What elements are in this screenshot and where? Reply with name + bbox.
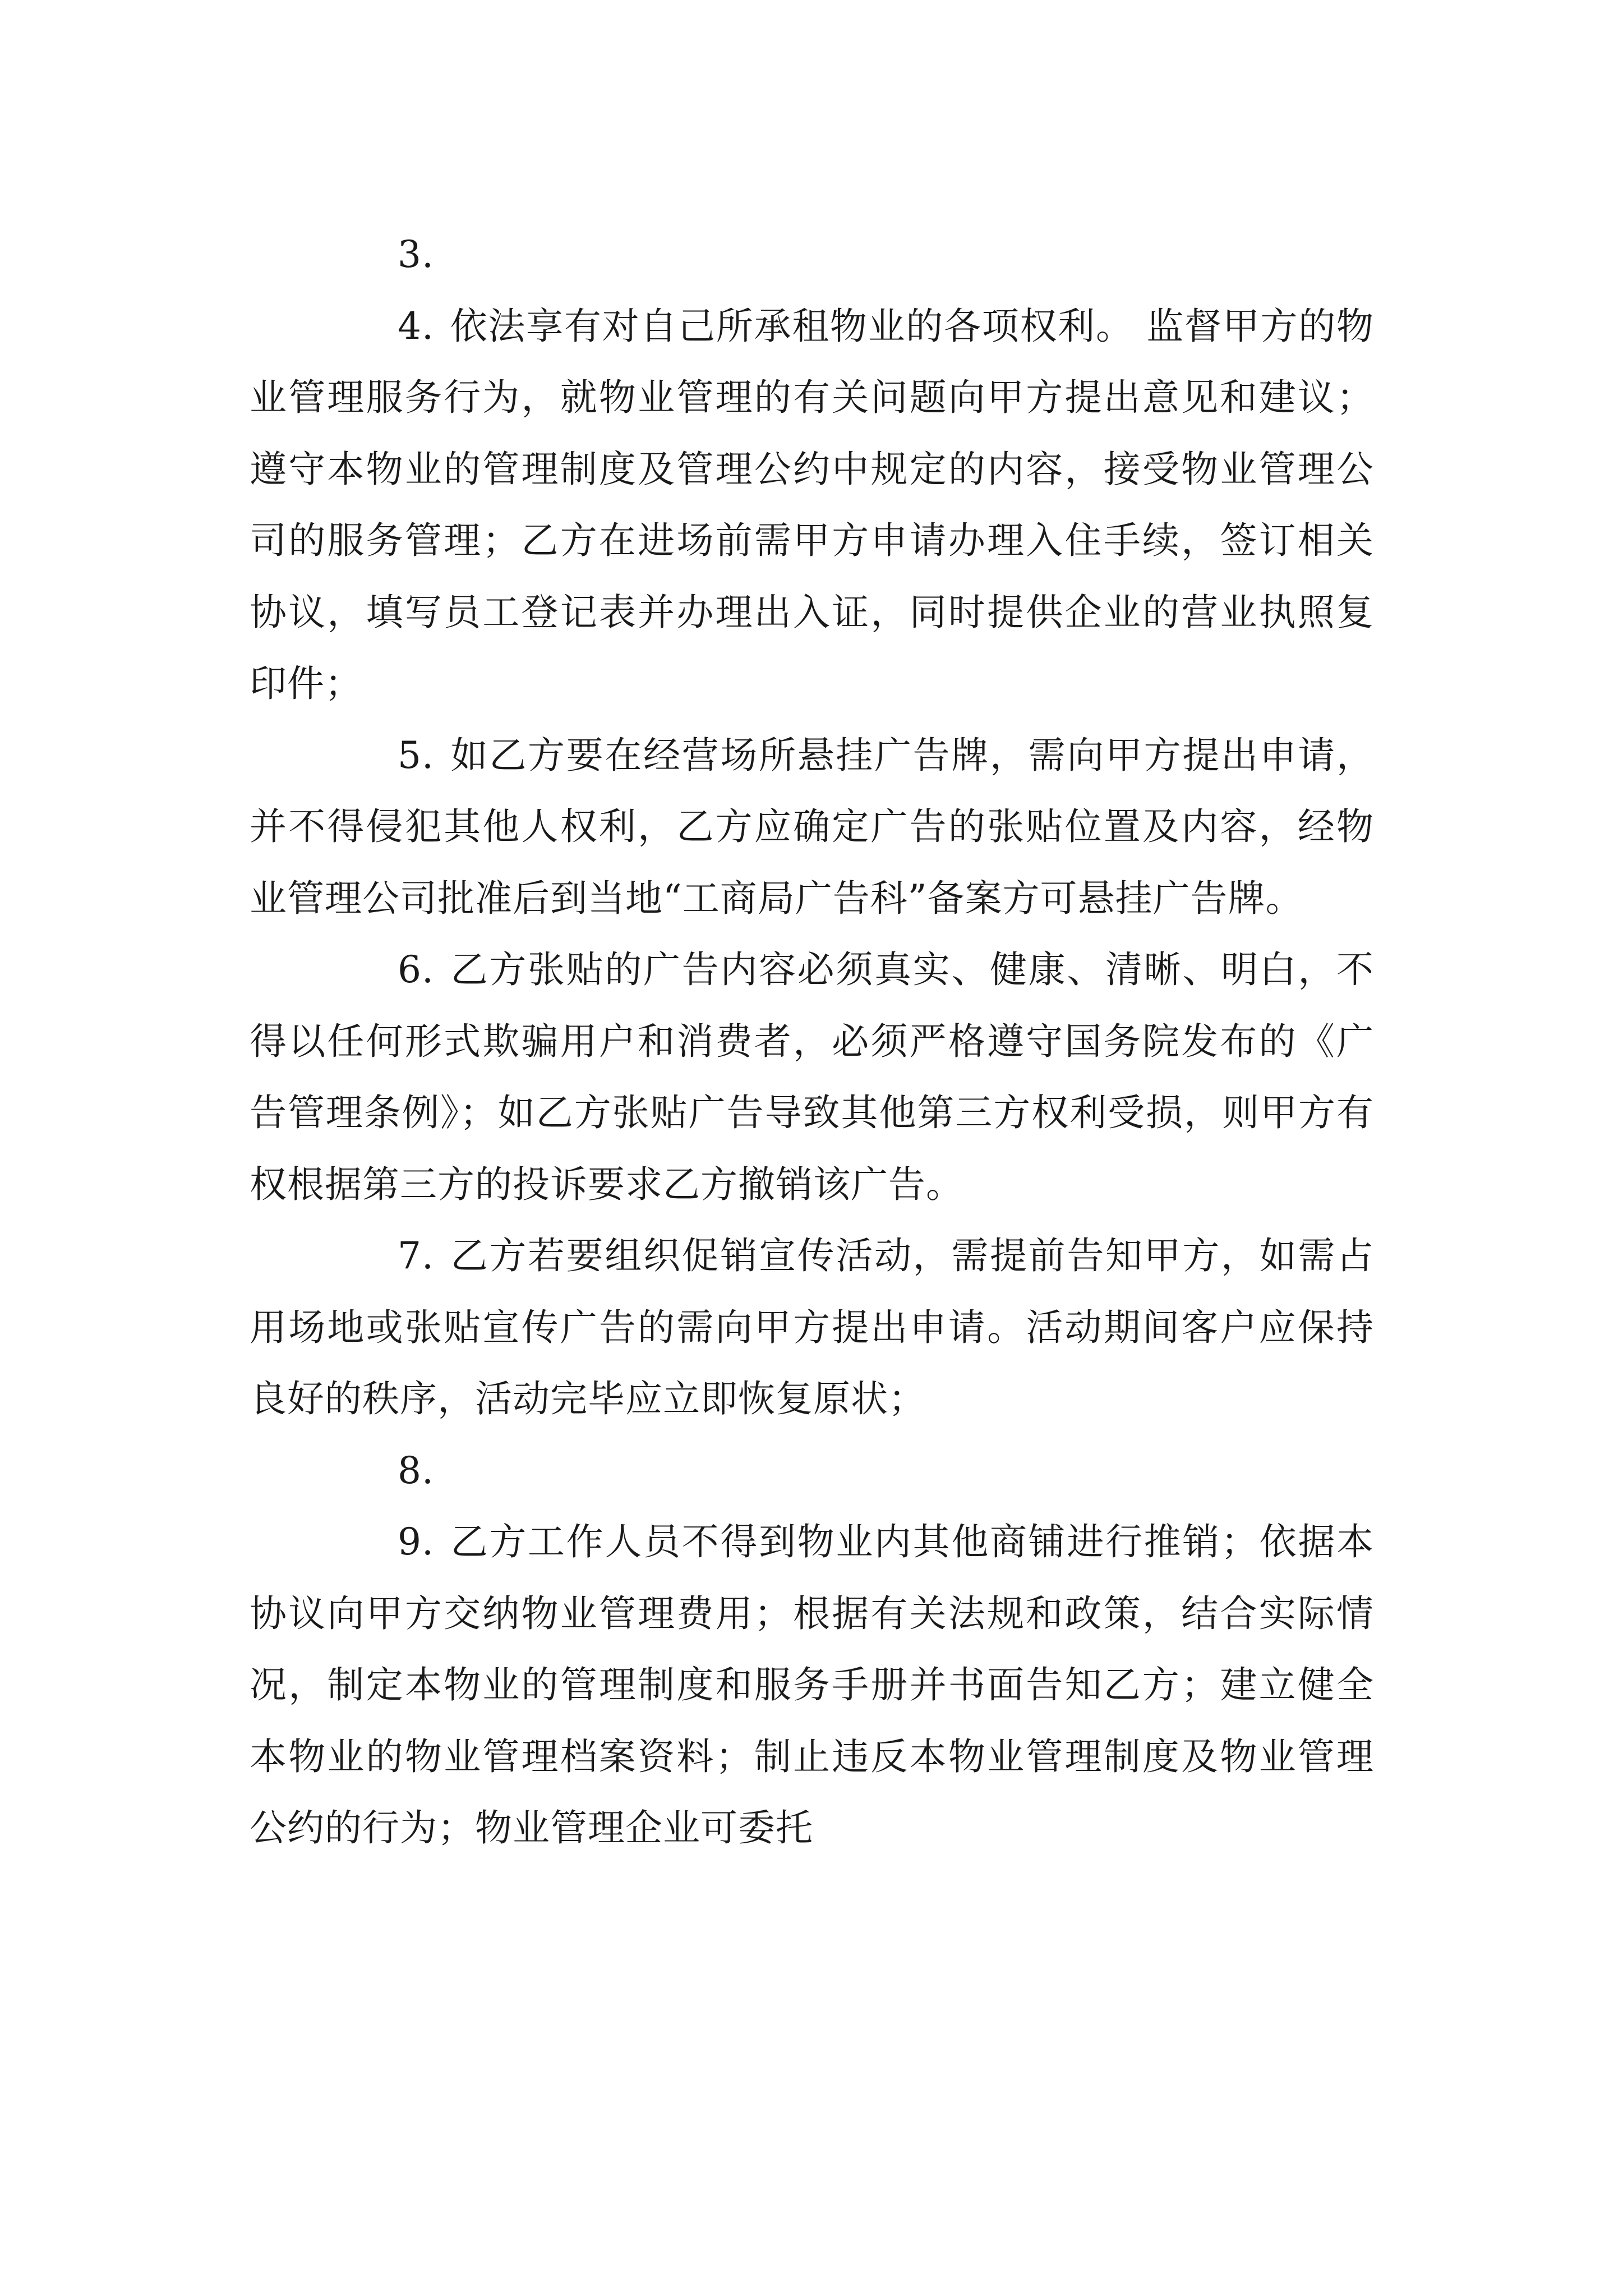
paragraph-4 [250,291,1374,720]
paragraph-number: 4. [398,304,434,348]
paragraph-6 [250,934,1374,1220]
paragraph-text: 如乙方要在经营场所悬挂广告牌，需向甲方提出申请，并不得侵犯其他人权利，乙方应确定广告的张贴位置及内容，经物业管理公司批准后到当地“工商局广告科”备案方可悬挂广告牌。 [250,733,1374,920]
paragraph-9 [250,1506,1374,1864]
paragraph-number: 8. [398,1448,434,1492]
paragraph-number: 5. [398,733,434,777]
document-body [250,219,1374,1864]
paragraph-text: 依法享有对自己所承租物业的各项权利。 监督甲方的物业管理服务行为，就物业管理的有关问题向甲方提出意见和建议；遵守本物业的管理制度及管理公约中规定的内容，接受物业管理公司的服务管理；乙方在进场前需甲方申请办理入住手续，签订相关协议，填写员工登记表并办理出入证，同时提供企业的营业执照复印件； [250,304,1374,705]
paragraph-text: 乙方张贴的广告内容必须真实、健康、清晰、明白，不得以任何形式欺骗用户和消费者，必须严格遵守国务院发布的《广告管理条例》；如乙方张贴广告导致其他第三方权利受损，则甲方有权根据第三方的投诉要求乙方撤销该广告。 [250,948,1374,1206]
paragraph-3 [250,219,1374,291]
paragraph-7 [250,1220,1374,1435]
paragraph-number: 3. [398,233,434,276]
paragraph-number: 9. [398,1520,434,1563]
paragraph-number: 6. [398,948,434,991]
paragraph-5 [250,720,1374,935]
paragraph-number: 7. [398,1234,434,1277]
paragraph-text: 乙方工作人员不得到物业内其他商铺进行推销；依据本协议向甲方交纳物业管理费用；根据有关法规和政策，结合实际情况，制定本物业的管理制度和服务手册并书面告知乙方；建立健全本物业的物业管理档案资料；制止违反本物业管理制度及物业管理公约的行为；物业管理企业可委托 [250,1520,1374,1849]
paragraph-8 [250,1435,1374,1507]
paragraph-text: 乙方若要组织促销宣传活动，需提前告知甲方，如需占用场地或张贴宣传广告的需向甲方提出申请。活动期间客户应保持良好的秩序，活动完毕应立即恢复原状； [250,1234,1374,1420]
